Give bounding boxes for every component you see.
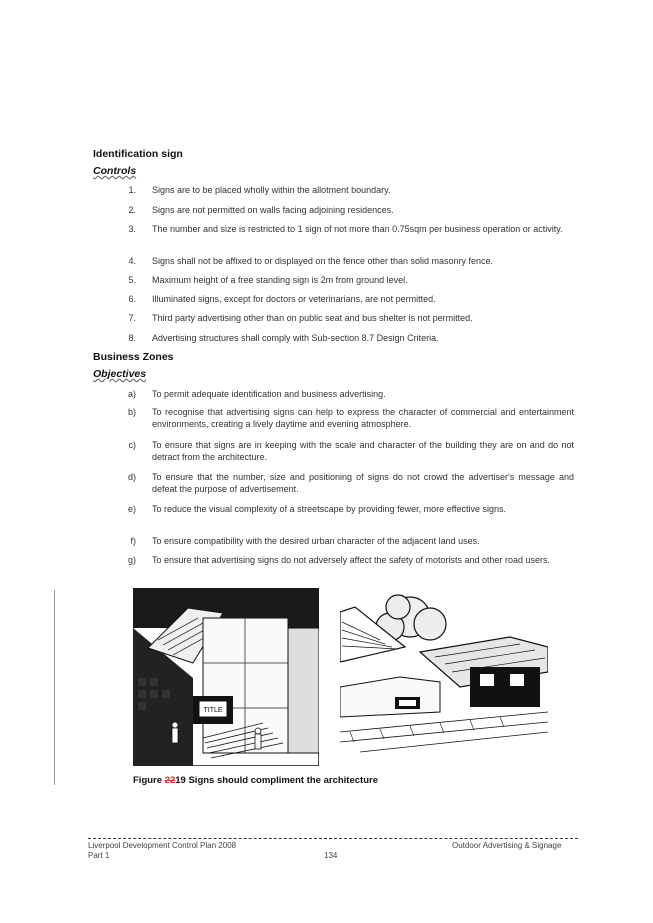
section-heading-business-zones: Business Zones xyxy=(93,351,174,363)
list-item-number: 1. xyxy=(128,185,136,195)
list-item-number: 3. xyxy=(128,224,136,234)
list-item-text: Signs shall not be affixed to or displayed on the fence other than solid masonry fence. xyxy=(152,256,494,266)
list-item-letter: d) xyxy=(127,472,136,482)
list-item-text: Signs are not permitted on walls facing adjoining residences. xyxy=(152,205,394,215)
list-item-text: Illuminated signs, except for doctors or veterinarians, are not permitted. xyxy=(152,294,436,304)
list-item-letter: f) xyxy=(130,536,136,546)
list-item-text: To ensure that advertising signs do not adversely affect the safety of motorists and other road users. xyxy=(152,555,551,565)
list-item-text: Maximum height of a free standing sign is 2m from ground level. xyxy=(152,275,408,285)
figure-caption-text: Signs should compliment the architecture xyxy=(185,775,378,786)
list-item-text: To ensure that signs are in keeping with the scale and character of the building they are on and do not detract from the architecture. xyxy=(152,440,574,462)
figure-building-illustration xyxy=(133,588,319,766)
figure-number-deleted: 22 xyxy=(164,775,176,786)
figure-caption xyxy=(133,775,378,786)
list-item-number: 4. xyxy=(128,256,136,266)
footer-document-title: Liverpool Development Control Plan 2008 xyxy=(88,841,237,850)
footer-page-number: 134 xyxy=(324,851,338,860)
figure-house-illustration xyxy=(340,592,548,757)
list-item-number: 8. xyxy=(128,333,136,343)
footer-chapter-title: Outdoor Advertising & Signage xyxy=(452,841,562,850)
margin-change-bar xyxy=(54,590,55,785)
figure-number: 19 xyxy=(175,775,186,786)
figure-caption-prefix: Figure xyxy=(133,775,165,786)
list-item-letter: b) xyxy=(127,407,136,417)
list-item-text: To ensure compatibility with the desired urban character of the adjacent land uses. xyxy=(152,536,480,546)
subheading-controls: Controls xyxy=(93,165,137,177)
list-item-letter: a) xyxy=(127,389,136,399)
list-item-letter: g) xyxy=(127,555,136,565)
list-item-letter: e) xyxy=(127,504,136,514)
list-item-text: To ensure that the number, size and positioning of signs do not crowd the advertiser's message and defeat the purpose of advertisement. xyxy=(152,472,574,494)
list-item-text: Third party advertising other than on public seat and bus shelter is not permitted. xyxy=(152,313,473,323)
list-item-number: 2. xyxy=(128,205,136,215)
building-sign-label: TITLE xyxy=(203,707,223,714)
list-item-text: Signs are to be placed wholly within the allotment boundary. xyxy=(152,185,391,195)
subheading-objectives: Objectives xyxy=(93,368,147,380)
list-item-number: 5. xyxy=(128,275,136,285)
list-item-letter: c) xyxy=(128,440,136,450)
list-item-text: To reduce the visual complexity of a streetscape by providing fewer, more effective signs. xyxy=(152,504,507,514)
list-item-number: 7. xyxy=(128,313,136,323)
section-heading-identification: Identification sign xyxy=(93,148,183,160)
list-item-text: The number and size is restricted to 1 sign of not more than 0.75sqm per business operation or activity. xyxy=(152,224,563,234)
list-item-text: Advertising structures shall comply with Sub-section 8.7 Design Criteria. xyxy=(152,333,439,343)
footer-part: Part 1 xyxy=(88,851,110,860)
footer-divider xyxy=(88,838,578,839)
list-item-text: To recognise that advertising signs can help to express the character of commercial and entertainment environments, creating a lively daytime and evening atmosphere. xyxy=(152,407,574,429)
list-item-number: 6. xyxy=(128,294,136,304)
list-item-text: To permit adequate identification and business advertising. xyxy=(152,389,386,399)
